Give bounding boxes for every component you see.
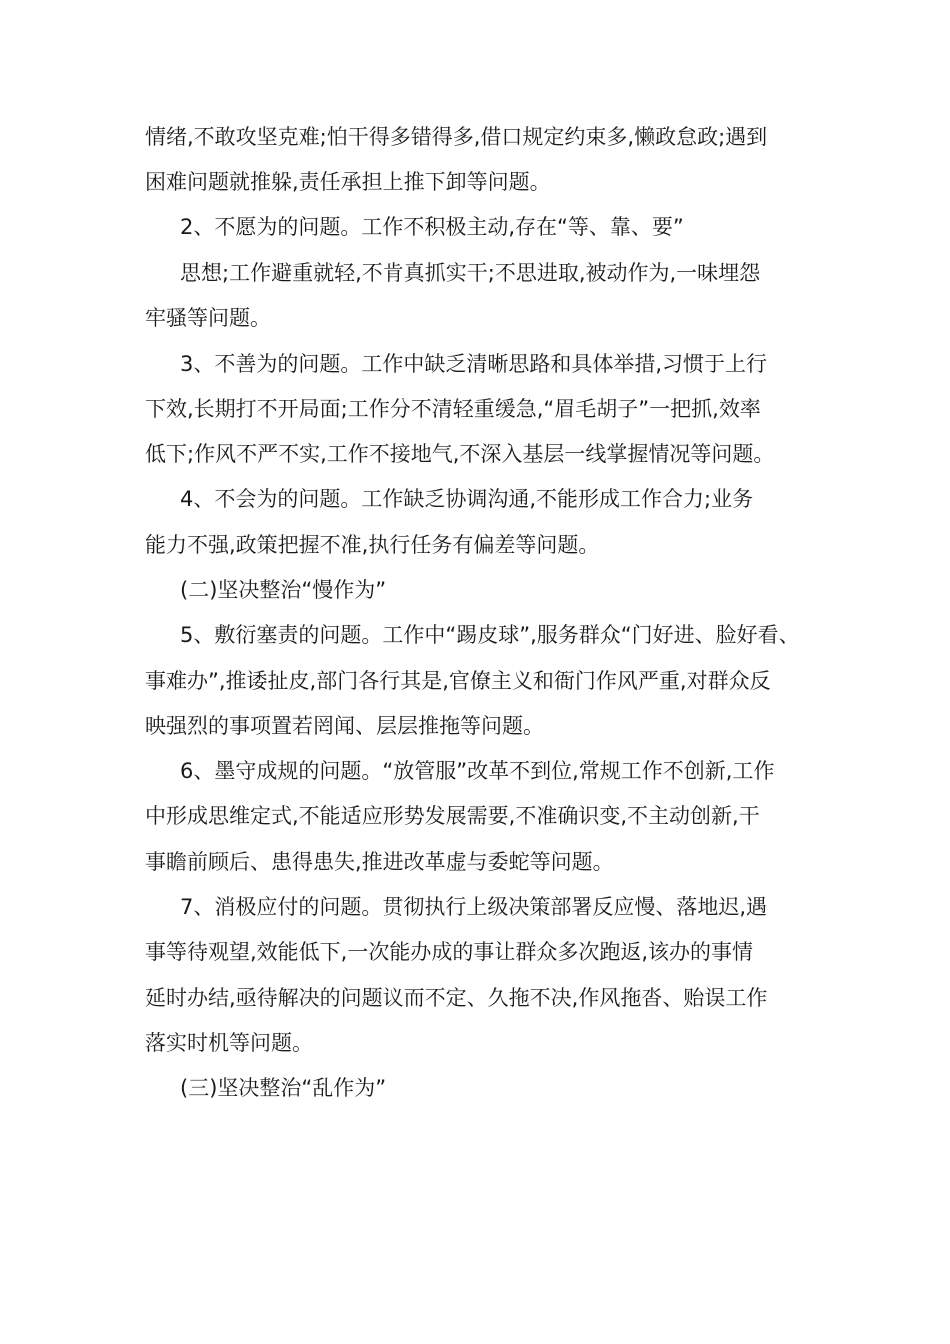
text-line: 下效,长期打不开局面;工作分不清轻重缓急,“眉毛胡子”一把抓,效率 <box>145 397 761 421</box>
item-5-heading: 5、敷衍塞责的问题。工作中“踢皮球”,服务群众“门好进、脸好看、 <box>180 623 800 647</box>
item-7-heading: 7、消极应付的问题。贯彻执行上级决策部署反应慢、落地迟,遇 <box>180 895 768 919</box>
item-2-heading: 2、不愿为的问题。工作不积极主动,存在“等、靠、要” <box>180 215 684 239</box>
text-line: 落实时机等问题。 <box>145 1031 313 1055</box>
section-2-heading: (二)坚决整治“慢作为” <box>180 578 387 602</box>
item-6-heading: 6、墨守成规的问题。“放管服”改革不到位,常规工作不创新,工作 <box>180 759 775 783</box>
text-line: 事瞻前顾后、患得患失,推进改革虚与委蛇等问题。 <box>145 850 614 874</box>
text-line: 情绪,不敢攻坚克难;怕干得多错得多,借口规定约束多,懒政怠政;遇到 <box>145 125 768 149</box>
text-line: 牢骚等问题。 <box>145 306 271 330</box>
text-line: 能力不强,政策把握不准,执行任务有偏差等问题。 <box>145 533 600 557</box>
text-line: 延时办结,亟待解决的问题议而不定、久拖不决,作风拖沓、贻误工作 <box>145 986 768 1010</box>
text-line: 事等待观望,效能低下,一次能办成的事让群众多次跑返,该办的事情 <box>145 940 754 964</box>
text-line: 映强烈的事项置若罔闻、层层推拖等问题。 <box>145 714 544 738</box>
text-line: 事难办”,推诿扯皮,部门各行其是,官僚主义和衙门作风严重,对群众反 <box>145 669 771 693</box>
item-4-heading: 4、不会为的问题。工作缺乏协调沟通,不能形成工作合力;业务 <box>180 487 754 511</box>
text-line: 困难问题就推躲,责任承担上推下卸等问题。 <box>145 170 551 194</box>
text-line: 低下;作风不严不实,工作不接地气,不深入基层一线掌握情况等问题。 <box>145 442 775 466</box>
section-3-heading: (三)坚决整治“乱作为” <box>180 1076 387 1100</box>
text-line: 思想;工作避重就轻,不肯真抓实干;不思进取,被动作为,一味埋怨 <box>180 261 761 285</box>
item-3-heading: 3、不善为的问题。工作中缺乏清晰思路和具体举措,习惯于上行 <box>180 352 768 376</box>
text-line: 中形成思维定式,不能适应形势发展需要,不准确识变,不主动创新,干 <box>145 804 760 828</box>
